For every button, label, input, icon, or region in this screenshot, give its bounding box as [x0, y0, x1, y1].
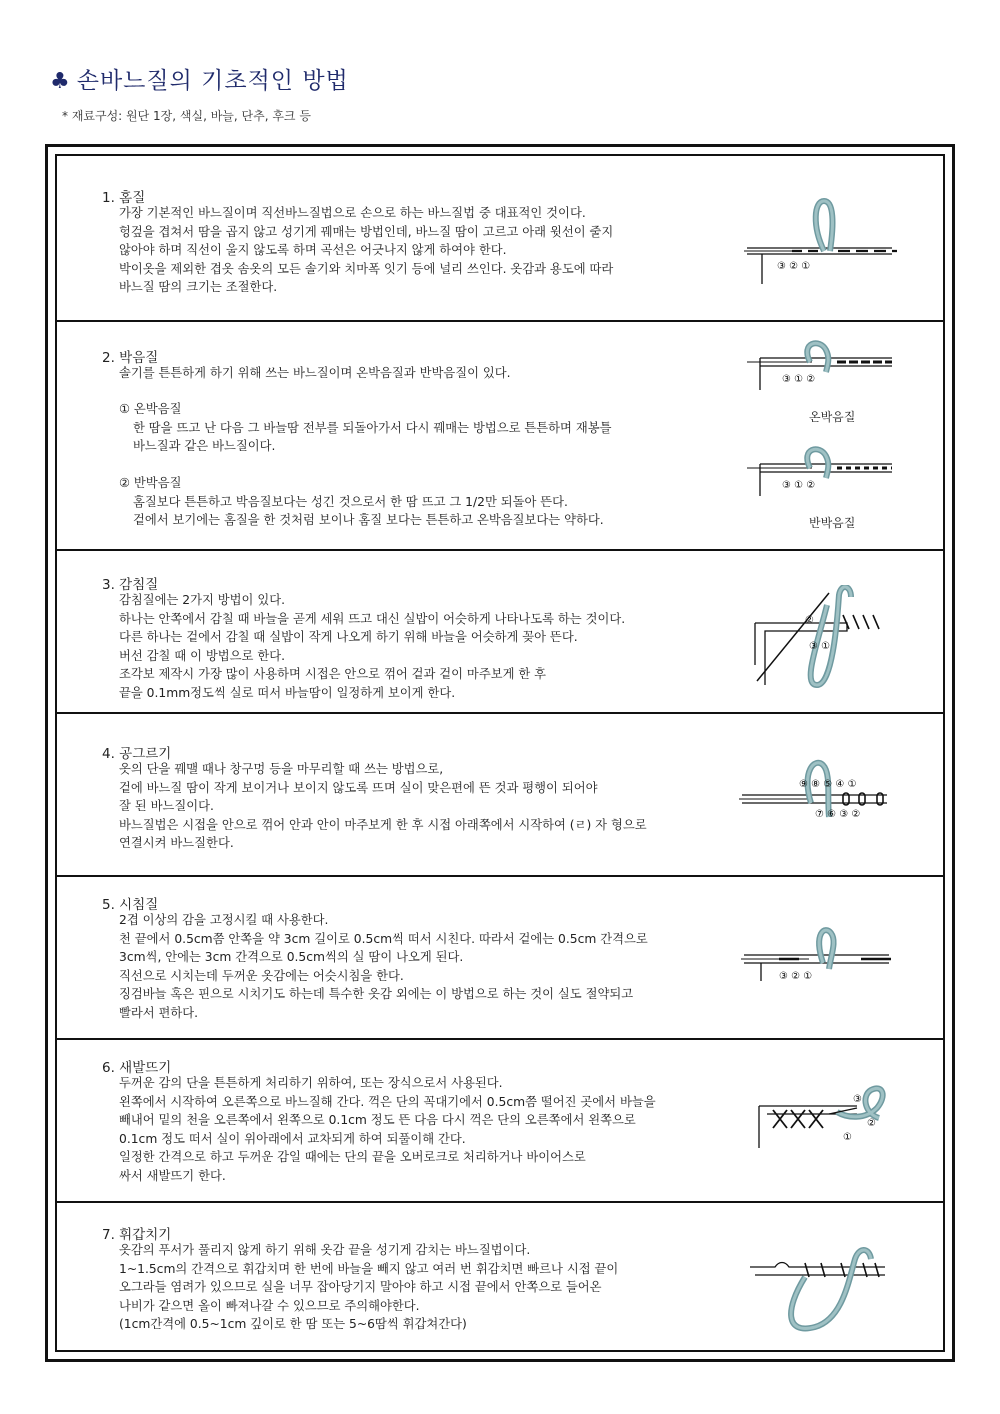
fig-number-label: ③ [853, 1094, 862, 1105]
section-backstitch [57, 320, 943, 551]
body-line: 왼쪽에서 시작하여 오른쪽으로 바느질해 간다. 꺽은 단의 꼭대기에서 0.5cm쯤 떨어진 곳에서 바늘을 [119, 1094, 656, 1109]
body-line: 직선으로 시치는데 두꺼운 옷감에는 어슷시침을 한다. [119, 968, 404, 983]
page-title [50, 62, 349, 95]
subsection-full-backstitch [119, 400, 611, 456]
fig-number-labels-top: ⑨ ⑧ ⑤ ④ ① [799, 779, 857, 790]
section-overcast [57, 1201, 943, 1356]
body-line: 바느질 땀의 크기는 조절한다. [119, 280, 278, 294]
body-line: 겉에서 보기에는 홈질을 한 것처럼 보이나 홈질 보다는 튼튼하고 온박음질보다는 약하다. [133, 513, 604, 527]
body-line: 빨라서 편하다. [119, 1005, 199, 1020]
body-line: 박이옷을 제외한 겹옷 솜옷의 모든 솔기와 치마폭 잇기 등에 널리 쓰인다. 옷감과 용도에 따라 [119, 261, 614, 276]
body-line: 징검바늘 혹은 핀으로 시치기도 하는데 특수한 옷감 외에는 이 방법으로 하는 것이 실도 절약되고 [119, 987, 634, 1001]
section-herringbone [57, 1038, 943, 1203]
fig-number-labels: ③ ② ① [777, 261, 811, 272]
section-basting [57, 875, 943, 1040]
subsection-half-backstitch [119, 474, 604, 530]
body-line: 오그라들 염려가 있으므로 실을 너무 잡아당기지 말아야 하고 시접 끝에서 안쪽으로 들어온 [119, 1280, 602, 1294]
running-stitch-illustration [742, 196, 902, 286]
body-line: 않아야 하며 직선이 울지 않도록 하며 곡선은 어긋나지 않게 하여야 한다. [119, 243, 507, 257]
section-slip-stitch [57, 712, 943, 877]
body-line: 0.1cm 정도 떠서 실이 위아래에서 교차되게 하여 되풀이해 간다. [119, 1131, 466, 1146]
body-line: 솔기를 튼튼하게 하기 위해 쓰는 바느질이며 온박음질과 반박음질이 있다. [119, 366, 511, 380]
figure-caption: 온박음질 [809, 410, 856, 424]
section-title: 7. 휘갑치기 [102, 1227, 172, 1243]
section-body [119, 204, 613, 297]
body-line: (1cm간격에 0.5~1cm 깊이로 한 땀 또는 5~6땀씩 휘갑쳐간다) [119, 1317, 467, 1331]
body-line: 두꺼운 감의 단을 튼튼하게 처리하기 위하여, 또는 장식으로서 사용된다. [119, 1076, 503, 1090]
section-body [119, 1074, 656, 1185]
body-line: 버선 감칠 때 이 방법으로 한다. [119, 648, 285, 663]
section-body [119, 911, 648, 1022]
page-title-text: 손바느질의 기초적인 방법 [76, 68, 349, 94]
body-line: 1~1.5cm의 간격으로 휘갑치며 한 번에 바늘을 빼지 않고 여러 번 휘감치면 빠르나 시접 끝이 [119, 1261, 619, 1276]
fig-number-labels: ③ ① ② [782, 480, 816, 491]
section-title: 4. 공그르기 [102, 746, 172, 762]
section-body [119, 1241, 618, 1334]
subsection-body [133, 493, 604, 530]
section-title: 5. 시침질 [102, 897, 159, 913]
section-whip-stitch [57, 549, 943, 714]
body-line: 감침질에는 2가지 방법이 있다. [119, 593, 286, 607]
whip-stitch-illustration [747, 585, 907, 695]
fig-number-label: ① [843, 1132, 852, 1143]
body-line: 2겹 이상의 감을 고정시킬 때 사용한다. [119, 913, 329, 927]
body-line: 홈질보다 튼튼하고 박음질보다는 성긴 것으로서 한 땀 뜨고 그 1/2만 되돌아 뜬다. [133, 494, 568, 509]
body-line: 다른 하나는 겉에서 감칠 때 실밥이 작게 나오게 하기 위해 바늘을 어슷하게 꽂아 뜬다. [119, 630, 578, 644]
body-line: 옷의 단을 꿰맬 때나 창구멍 등을 마무리할 때 쓰는 방법으로, [119, 762, 444, 776]
body-line: 헝겊을 겹쳐서 땀을 곱지 않고 성기게 꿰매는 방법인데, 바느질 땀이 고르고 아래 윗선이 줄지 [119, 224, 614, 239]
section-body [119, 760, 647, 853]
body-line: 싸서 새발뜨기 한다. [119, 1168, 226, 1183]
fig-number-labels: ③ ① ② [782, 374, 816, 385]
slip-stitch-illustration [737, 757, 907, 837]
section-title: 2. 박음질 [102, 350, 159, 366]
fig-number-label: ② [867, 1118, 876, 1129]
subsection-title: ① 온박음질 [119, 402, 182, 416]
body-line: 천 끝에서 0.5cm쯤 안쪽을 약 3cm 길이로 0.5cm씩 떠서 시친다. 따라서 겉에는 0.5cm 간격으로 [119, 931, 648, 946]
subsection-title: ② 반박음질 [119, 476, 182, 490]
body-line: 하나는 안쪽에서 감칠 때 바늘을 곧게 세워 뜨고 대신 실밥이 어슷하게 나타나도록 하는 것이다. [119, 611, 626, 626]
body-line: 옷감의 푸서가 풀리지 않게 하기 위해 옷감 끝을 성기게 감치는 바느질법이다. [119, 1243, 531, 1257]
body-line: 가장 기본적인 바느질이며 직선바느질법으로 손으로 하는 바느질법 중 대표적인 것이다. [119, 206, 586, 220]
materials-note: * 재료구성: 원단 1장, 색실, 바늘, 단추, 후크 등 [62, 109, 311, 123]
subsection-body [133, 419, 611, 456]
body-line: 잘 된 바느질이다. [119, 799, 214, 813]
section-body [119, 591, 625, 702]
figure-caption: 반박음질 [809, 516, 856, 530]
herringbone-illustration [747, 1078, 907, 1158]
body-line: 3cm씩, 안에는 3cm 간격으로 0.5cm씩의 실 땀이 나오게 된다. [119, 950, 464, 964]
fig-number-labels-bottom: ⑦ ⑥ ③ ② [815, 809, 861, 820]
section-running-stitch [57, 156, 943, 322]
body-line: 빼내어 밑의 천을 오른쪽에서 왼쪽으로 0.1cm 정도 뜬 다음 다시 꺽은 단의 오른쪽에서 왼쪽으로 [119, 1113, 636, 1127]
body-line: 끝을 0.1mm정도씩 실로 떠서 바늘땀이 일정하게 보이게 한다. [119, 685, 456, 700]
outer-frame [45, 144, 955, 1362]
section-title: 1. 홈질 [102, 190, 146, 206]
section-title: 6. 새발뜨기 [102, 1060, 172, 1076]
body-line: 한 땀을 뜨고 난 다음 그 바늘땀 전부를 되돌아가서 다시 꿰매는 방법으로 튼튼하며 재봉틀 [133, 420, 612, 435]
fig-number-labels: ③ ② ① [779, 971, 813, 982]
body-line: 겉에 바느질 땀이 작게 보이거나 보이지 않도록 뜨며 실이 맞은편에 뜬 것과 평행이 되어야 [119, 780, 598, 795]
section-title: 3. 감침질 [102, 577, 159, 593]
half-backstitch-illustration [742, 446, 902, 508]
fig-number-label: ③ ① [809, 641, 831, 652]
club-icon: ♣ [50, 69, 71, 94]
body-line: 바느질과 같은 바느질이다. [133, 439, 276, 453]
body-line: 조각보 제작시 가장 많이 사용하며 시접은 안으로 꺾어 겉과 겉이 마주보게 한 후 [119, 667, 547, 681]
full-backstitch-illustration [742, 340, 902, 402]
fig-number-label: ② [805, 615, 814, 626]
body-line: 일정한 간격으로 하고 두꺼운 감일 때에는 단의 끝을 오버로크로 처리하거나 바이어스로 [119, 1150, 586, 1164]
body-line: 나비가 같으면 올이 빠져나갈 수 있으므로 주의해야한다. [119, 1298, 420, 1313]
body-line: 연결시켜 바느질한다. [119, 836, 234, 850]
basting-illustration [739, 923, 904, 993]
section-intro [119, 364, 511, 383]
inner-frame [55, 154, 945, 1352]
overcast-illustration [745, 1239, 905, 1339]
body-line: 바느질법은 시접을 안으로 꺾어 안과 안이 마주보게 한 후 시접 아래쪽에서 시작하여 (ㄹ) 자 형으로 [119, 817, 647, 832]
